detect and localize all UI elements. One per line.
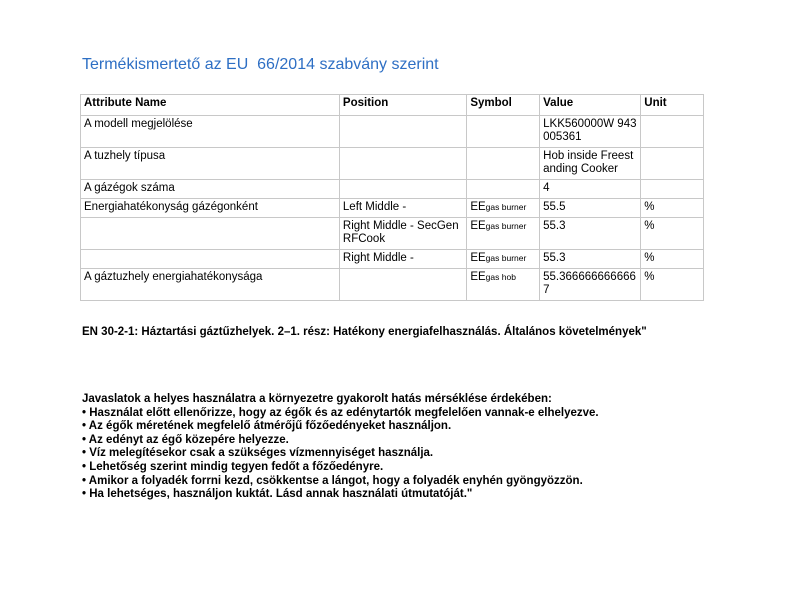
page-title: Termékismertető az EU 66/2014 szabvány szerint [82, 56, 439, 73]
position-cell: Right Middle - SecGenRFCook [339, 218, 466, 250]
symbol-subscript: gas hob [485, 272, 516, 282]
list-item: • Az égők méretének megfelelő átmérőjű főzőedényeket használjon. [82, 420, 599, 434]
value-cell: 4 [540, 180, 641, 199]
position-cell: Left Middle - [339, 199, 466, 218]
list-item: • Amikor a folyadék forrni kezd, csökkentse a lángot, hogy a folyadék enyhén gyöngyözzön. [82, 475, 599, 489]
symbol-subscript: gas burner [485, 202, 527, 212]
table-row [81, 199, 704, 218]
recommendations-list [82, 407, 599, 502]
list-item: • Ha lehetséges, használjon kuktát. Lásd annak használati útmutatóját." [82, 488, 599, 502]
value-cell: Hob inside Freestanding Cooker [540, 148, 641, 180]
attribute-name-cell: A gáztuzhely energiahatékonysága [81, 269, 340, 301]
value-cell: 55.3 [540, 250, 641, 269]
header-value: Value [540, 95, 641, 116]
value-cell: 55.5 [540, 199, 641, 218]
header-position: Position [339, 95, 466, 116]
symbol-main: EE [470, 271, 486, 283]
position-cell: Right Middle - [339, 250, 466, 269]
table-row [81, 250, 704, 269]
attribute-name-cell [81, 250, 340, 269]
recommendations-heading: Javaslatok a helyes használatra a környezetre gyakorolt hatás mérséklése érdekében: [82, 393, 552, 405]
header-symbol: Symbol [467, 95, 540, 116]
unit-cell [641, 116, 704, 148]
table-row [81, 148, 704, 180]
unit-cell: % [641, 199, 704, 218]
symbol-cell [467, 180, 540, 199]
table-row [81, 116, 704, 148]
value-cell: 55.3666666666667 [540, 269, 641, 301]
symbol-subscript: gas burner [485, 253, 527, 263]
attribute-name-cell [81, 218, 340, 250]
attribute-name-cell: A modell megjelölése [81, 116, 340, 148]
symbol-cell [467, 250, 540, 269]
unit-cell: % [641, 250, 704, 269]
list-item: • Az edényt az égő közepére helyezze. [82, 434, 599, 448]
symbol-cell [467, 199, 540, 218]
table-row [81, 218, 704, 250]
attribute-name-cell: A gázégok száma [81, 180, 340, 199]
header-attribute-name: Attribute Name [81, 95, 340, 116]
symbol-main: EE [470, 201, 486, 213]
table-row [81, 180, 704, 199]
attribute-name-cell: Energiahatékonyság gázégonként [81, 199, 340, 218]
table-row [81, 269, 704, 301]
symbol-cell [467, 116, 540, 148]
symbol-cell [467, 148, 540, 180]
list-item: • Víz melegítésekor csak a szükséges vízmennyiséget használja. [82, 447, 599, 461]
header-unit: Unit [641, 95, 704, 116]
recommendations [82, 393, 599, 502]
table-header-row [81, 95, 704, 116]
standard-note: EN 30-2-1: Háztartási gáztűzhelyek. 2–1. rész: Hatékony energiafelhasználás. Általános követelmények" [82, 326, 647, 338]
symbol-main: EE [470, 252, 486, 264]
unit-cell [641, 148, 704, 180]
symbol-cell [467, 218, 540, 250]
position-cell [339, 269, 466, 301]
position-cell [339, 148, 466, 180]
position-cell [339, 116, 466, 148]
attribute-name-cell: A tuzhely típusa [81, 148, 340, 180]
unit-cell: % [641, 218, 704, 250]
list-item: • Lehetőség szerint mindig tegyen fedőt a főzőedényre. [82, 461, 599, 475]
unit-cell [641, 180, 704, 199]
symbol-cell [467, 269, 540, 301]
value-cell: 55.3 [540, 218, 641, 250]
product-spec-table [80, 94, 704, 301]
value-cell: LKK560000W 943005361 [540, 116, 641, 148]
list-item: • Használat előtt ellenőrizze, hogy az égők és az edénytartók megfelelően vannak-e elhelyezve. [82, 407, 599, 421]
unit-cell: % [641, 269, 704, 301]
symbol-main: EE [470, 220, 486, 232]
position-cell [339, 180, 466, 199]
symbol-subscript: gas burner [485, 221, 527, 231]
